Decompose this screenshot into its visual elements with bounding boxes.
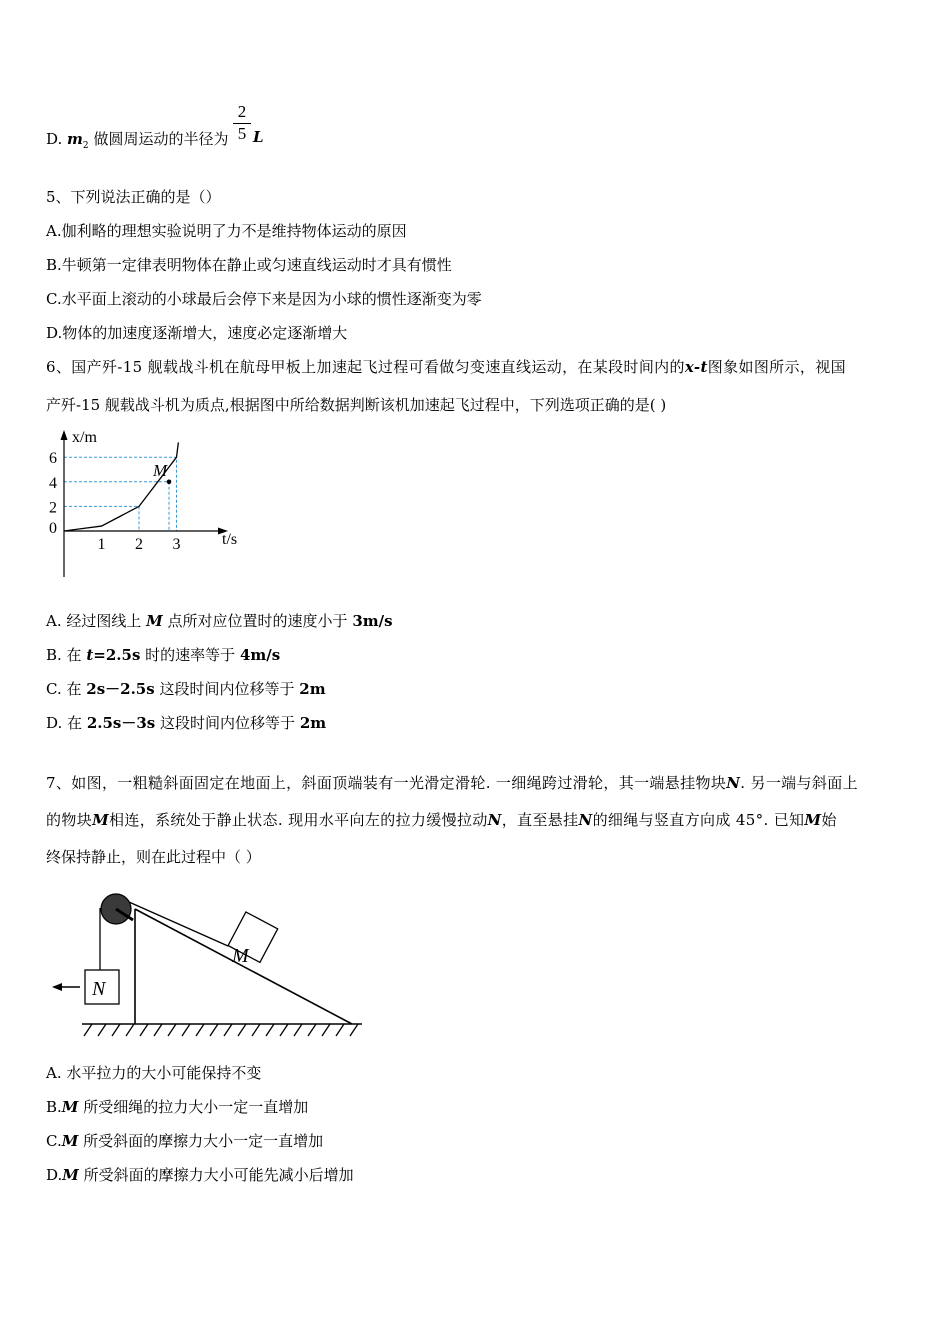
q7-option-a: A. 水平拉力的大小可能保持不变 — [46, 1064, 262, 1082]
ground-hatching — [84, 1024, 358, 1036]
xt-graph — [40, 424, 250, 584]
x-tick-label: 1 — [97, 536, 106, 553]
hatch-mark — [210, 1024, 218, 1036]
hatch-mark — [336, 1024, 344, 1036]
q7-option-b: B.M 所受细绳的拉力大小一定一直增加 — [46, 1098, 309, 1116]
hatch-mark — [294, 1024, 302, 1036]
hatch-mark — [182, 1024, 190, 1036]
hatch-mark — [154, 1024, 162, 1036]
rope-incline — [120, 898, 228, 946]
block-m-label: M — [232, 945, 249, 967]
hatch-mark — [112, 1024, 120, 1036]
q6-option-b: B. 在 t=2.5s 时的速率等于 4m/s — [46, 646, 281, 664]
pull-force-arrowhead — [52, 983, 62, 991]
point-m-label: M — [153, 460, 168, 480]
q4-d-fraction — [233, 102, 251, 144]
q4-d-symbol: m — [67, 130, 83, 148]
hatch-mark — [280, 1024, 288, 1036]
y-axis-arrow — [61, 430, 68, 440]
incline-pulley-figure — [40, 884, 370, 1044]
q5-option-b: B.牛顿第一定律表明物体在静止或匀速直线运动时才具有惯性 — [46, 256, 452, 274]
hatch-mark — [266, 1024, 274, 1036]
hatch-mark — [322, 1024, 330, 1036]
x-axis-label: t/s — [222, 531, 238, 548]
xt-curve — [64, 442, 178, 531]
hatch-mark — [140, 1024, 148, 1036]
q5-option-d: D.物体的加速度逐渐增大，速度必定逐渐增大 — [46, 324, 348, 342]
y-tick-label: 6 — [49, 450, 57, 468]
q4-d-variable: L — [253, 128, 264, 146]
y-axis-label: x/m — [72, 429, 97, 446]
q6-option-c: C. 在 2s－2.5s 这段时间内位移等于 2m — [46, 680, 326, 698]
q7-stem-line1: 7、如图，一粗糙斜面固定在地面上，斜面顶端装有一光滑定滑轮. 一细绳跨过滑轮，其一端悬挂物块N. 另一端与斜面上 — [46, 774, 858, 792]
q6-var-xt: x-t — [684, 358, 708, 376]
q6-option-d: D. 在 2.5s－3s 这段时间内位移等于 2m — [46, 714, 327, 732]
q7-option-d: D.M 所受斜面的摩擦力大小可能先减小后增加 — [46, 1166, 354, 1184]
block-n-label: N — [92, 978, 106, 1000]
hatch-mark — [308, 1024, 316, 1036]
point-m-marker — [167, 480, 172, 485]
q7-stem-line3: 终保持静止，则在此过程中（ ） — [46, 848, 261, 866]
fraction-denominator: 5 — [233, 123, 251, 144]
y-tick-label: 2 — [49, 499, 57, 517]
q6-stem-line1: 6、国产歼-15 舰载战斗机在航母甲板上加速起飞过程可看做匀变速直线运动，在某段时间内的x-t图象如图所示，视国 — [46, 358, 846, 376]
x-tick-label: 2 — [135, 536, 143, 553]
q4-option-d — [46, 128, 228, 151]
hatch-mark — [238, 1024, 246, 1036]
hatch-mark — [126, 1024, 134, 1036]
y-tick-label: 0 — [49, 520, 57, 537]
hatch-mark — [350, 1024, 358, 1036]
y-tick-label: 4 — [49, 474, 57, 492]
hatch-mark — [168, 1024, 176, 1036]
q5-option-c: C.水平面上滚动的小球最后会停下来是因为小球的惯性逐渐变为零 — [46, 290, 482, 308]
q5-stem: 5、下列说法正确的是（） — [46, 188, 221, 206]
guide-line — [64, 506, 139, 531]
hatch-mark — [84, 1024, 92, 1036]
fraction-numerator: 2 — [237, 102, 247, 121]
hatch-mark — [224, 1024, 232, 1036]
q4-d-prefix: D. — [46, 130, 63, 148]
q7-option-c: C.M 所受斜面的摩擦力大小一定一直增加 — [46, 1132, 324, 1150]
q4-d-text: 做圆周运动的半径为 — [93, 130, 229, 148]
hatch-mark — [196, 1024, 204, 1036]
x-tick-label: 3 — [172, 536, 181, 553]
hatch-mark — [98, 1024, 106, 1036]
q7-stem-line2: 的物块M相连，系统处于静止状态. 现用水平向左的拉力缓慢拉动N，直至悬挂N的细绳与竖直方向成 45°. 已知M始 — [46, 811, 837, 829]
q4-d-subscript: 2 — [82, 141, 89, 151]
q6-option-a: A. 经过图线上 M 点所对应位置时的速度小于 3m/s — [46, 612, 393, 630]
q5-option-a: A.伽利略的理想实验说明了力不是维持物体运动的原因 — [46, 222, 407, 240]
hatch-mark — [252, 1024, 260, 1036]
q6-stem-line2: 产歼-15 舰载战斗机为质点,根据图中所给数据判断该机加速起飞过程中，下列选项正确的是( ) — [46, 396, 667, 414]
